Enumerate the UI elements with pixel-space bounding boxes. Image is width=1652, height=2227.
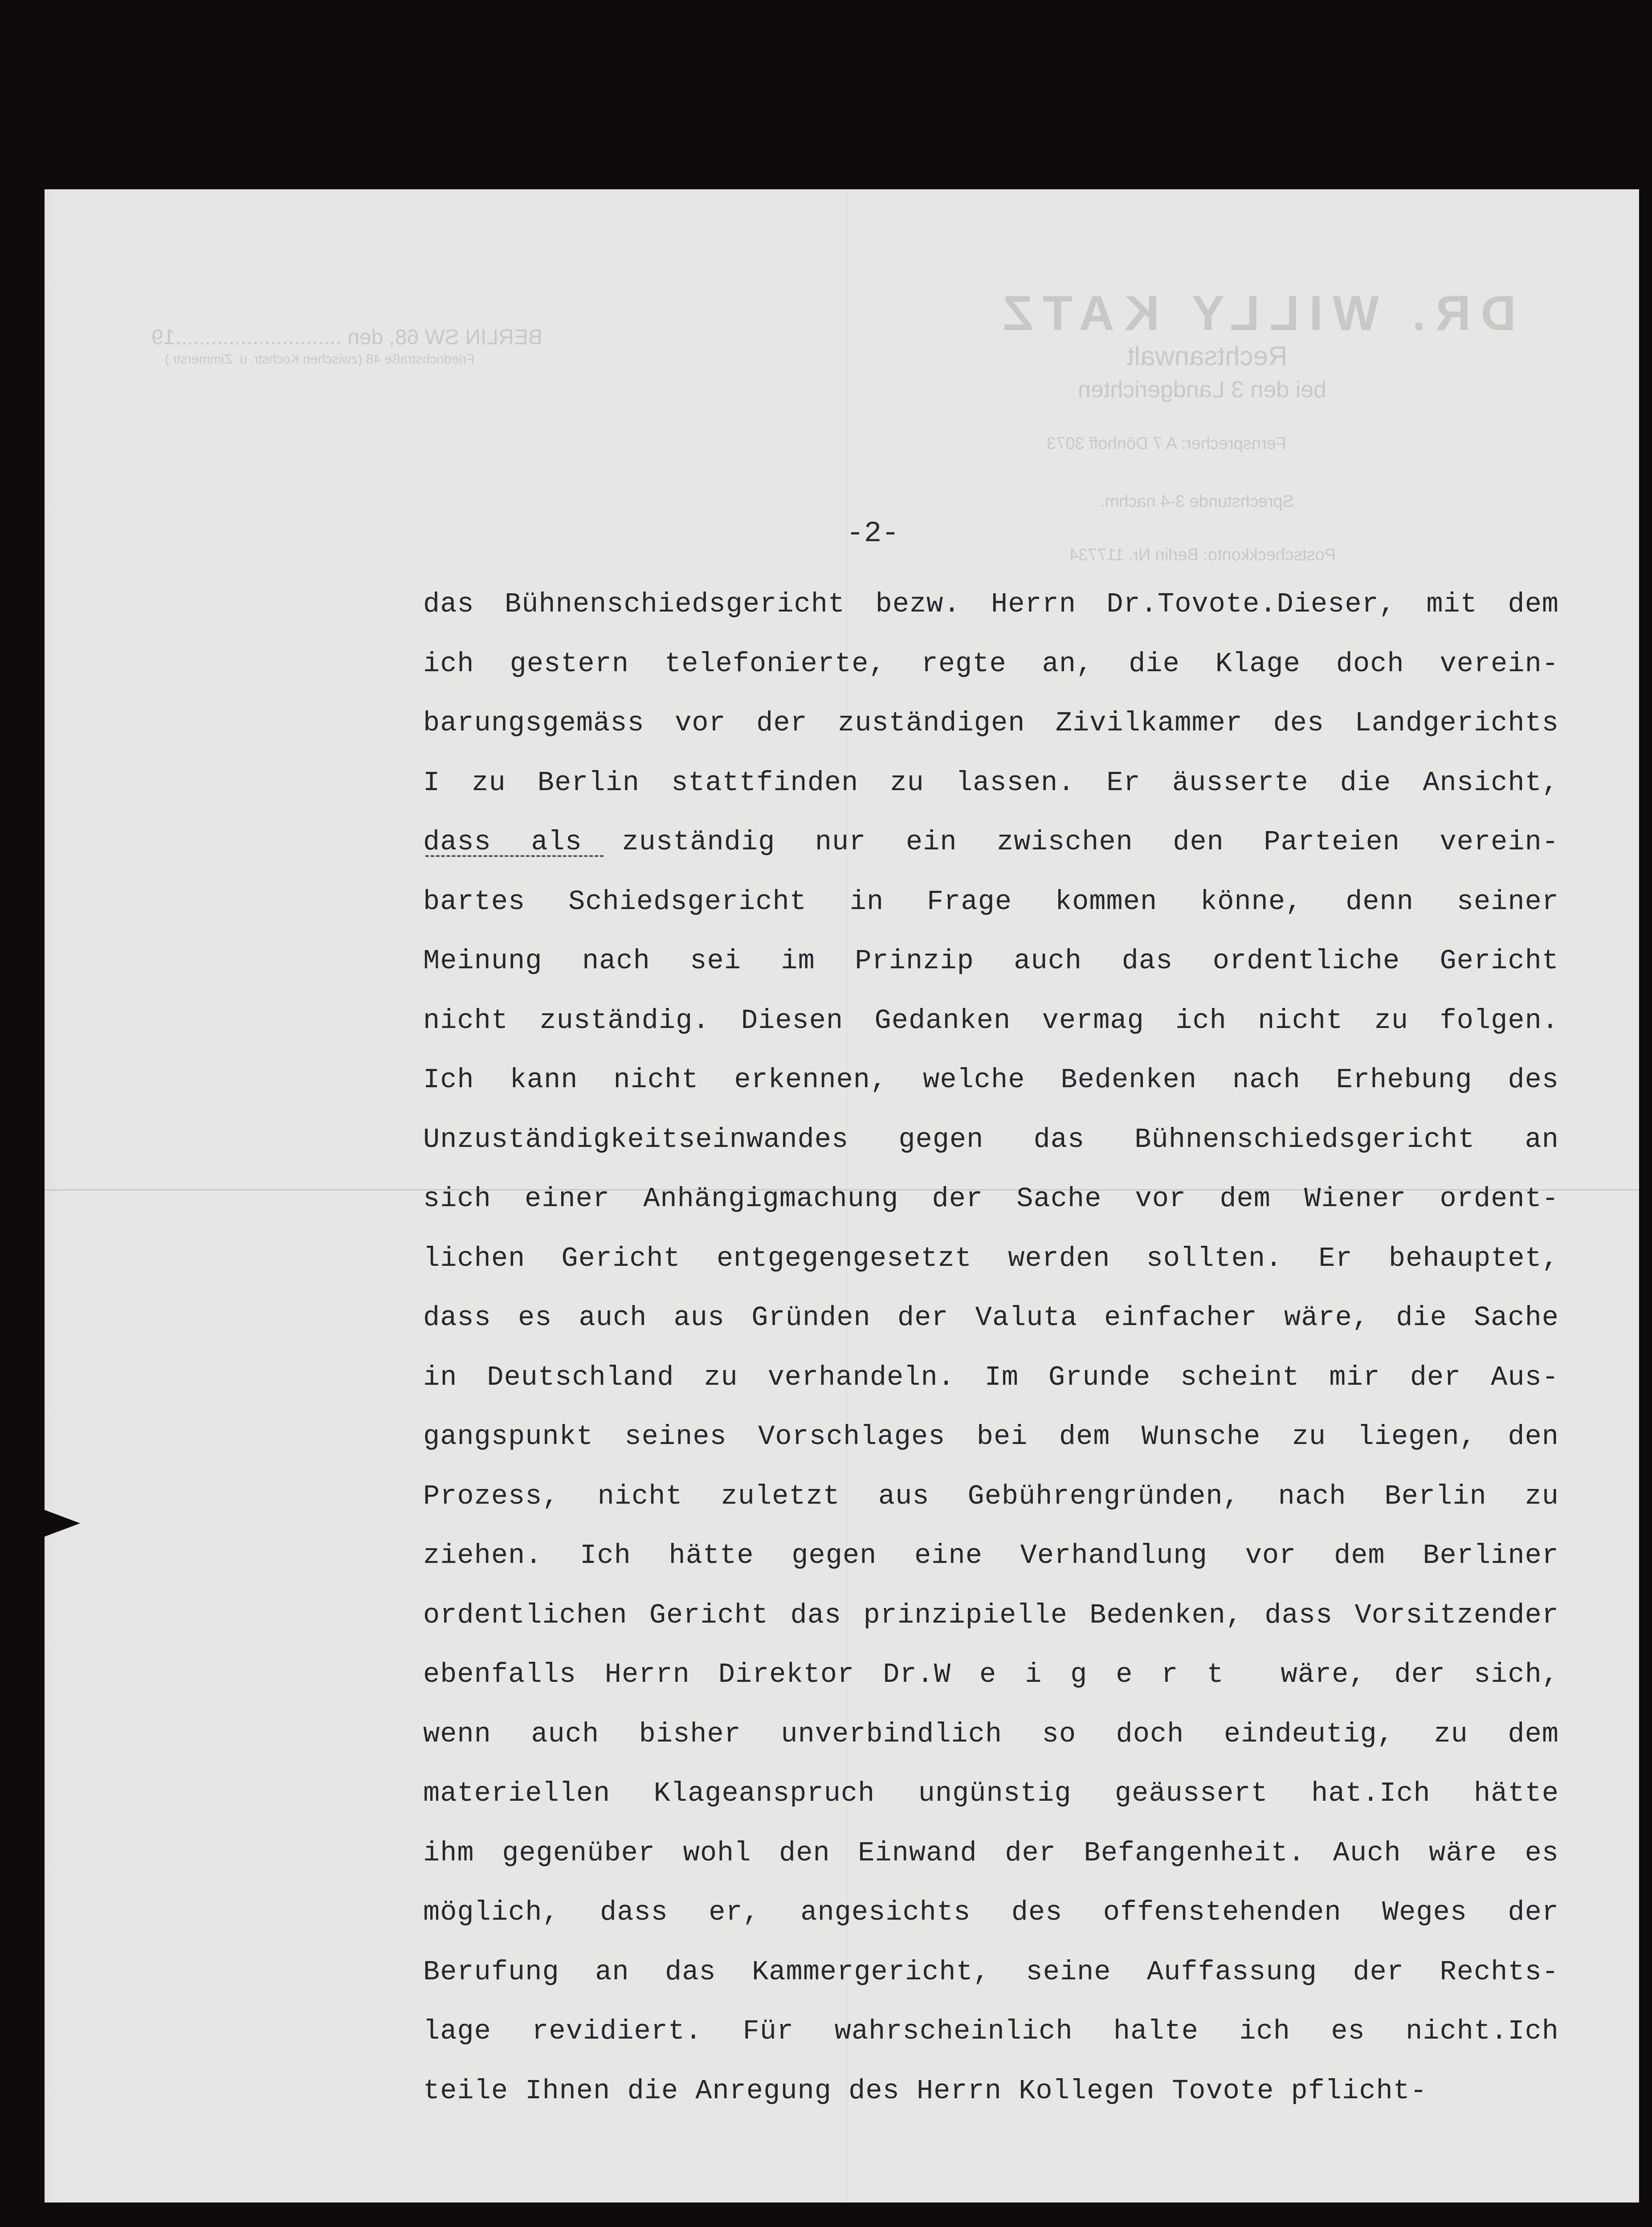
body-line: ebenfalls Herrn Direktor Dr.W e i g e r t wäre, der sich, xyxy=(423,1659,1559,1690)
letterhead-court: bei den 3 Landgerichten xyxy=(1078,377,1327,403)
body-line: gangspunkt seines Vorschlages bei dem Wunsche zu liegen, den xyxy=(423,1421,1559,1452)
body-line: materiellen Klageanspruch ungünstig geäussert hat.Ich hätte xyxy=(423,1778,1559,1809)
letterhead-postal: Postscheckkonto: Berlin Nr. 117734 xyxy=(1069,546,1336,564)
letterhead-phone: Fernsprecher: A 7 Dönhoff 3073 xyxy=(1047,434,1286,453)
body-line: dass es auch aus Gründen der Valuta einfacher wäre, die Sache xyxy=(423,1302,1559,1334)
body-line: lage revidiert. Für wahrscheinlich halte ich es nicht.Ich xyxy=(423,2015,1559,2047)
letter-body xyxy=(423,575,1559,2121)
body-line: das Bühnenschiedsgericht bezw. Herrn Dr.Tovote.Dieser, mit dem xyxy=(423,588,1559,620)
body-line: I zu Berlin stattfinden zu lassen. Er äusserte die Ansicht, xyxy=(423,767,1559,799)
body-line: Prozess, nicht zuletzt aus Gebührengründen, nach Berlin zu xyxy=(423,1480,1559,1512)
body-line: Unzuständigkeitseinwandes gegen das Bühnenschiedsgericht an xyxy=(423,1123,1559,1155)
page-number: -2- xyxy=(846,517,899,550)
body-line: dass als zuständig nur ein zwischen den Parteien verein- xyxy=(423,826,1559,858)
letterhead-name: DR. WILLY KATZ xyxy=(993,286,1516,341)
letterhead-city: BERLIN SW 68, den ............................19 xyxy=(151,326,543,349)
body-line: ordentlichen Gericht das prinzipielle Bedenken, dass Vorsitzender xyxy=(423,1599,1559,1631)
letterhead-hours: Sprechstunde 3-4 nachm. xyxy=(1100,492,1294,511)
letterhead-title: Rechtsanwalt xyxy=(1127,341,1288,371)
body-line: sich einer Anhängigmachung der Sache vor dem Wiener ordent- xyxy=(423,1183,1559,1215)
body-line: Berufung an das Kammergericht, seine Auffassung der Rechts- xyxy=(423,1956,1559,1988)
body-line: lichen Gericht entgegengesetzt werden sollten. Er behauptet, xyxy=(423,1242,1559,1274)
body-line: barungsgemäss vor der zuständigen Zivilkammer des Landgerichts xyxy=(423,707,1559,739)
body-line: wenn auch bisher unverbindlich so doch eindeutig, zu dem xyxy=(423,1718,1559,1750)
letterhead-address: Friedrichstraße 48 (zwischen Kochstr. u. Zimmerstr.) xyxy=(165,352,475,367)
body-line: Meinung nach sei im Prinzip auch das ordentliche Gericht xyxy=(423,945,1559,977)
body-line: bartes Schiedsgericht in Frage kommen könne, denn seiner xyxy=(423,885,1559,918)
body-line: möglich, dass er, angesichts des offenstehenden Weges der xyxy=(423,1897,1559,1928)
body-line: ihm gegenüber wohl den Einwand der Befangenheit. Auch wäre es xyxy=(423,1837,1559,1869)
body-line: teile Ihnen die Anregung des Herrn Kollegen Tovote pflicht- xyxy=(423,2075,1428,2107)
body-line: nicht zuständig. Diesen Gedanken vermag ich nicht zu folgen. xyxy=(423,1004,1559,1036)
body-line: in Deutschland zu verhandeln. Im Grunde scheint mir der Aus- xyxy=(423,1361,1559,1393)
paper-tear xyxy=(45,1510,80,1537)
body-line: ich gestern telefonierte, regte an, die Klage doch verein- xyxy=(423,648,1559,680)
body-line: ziehen. Ich hätte gegen eine Verhandlung vor dem Berliner xyxy=(423,1540,1559,1571)
body-line: Ich kann nicht erkennen, welche Bedenken nach Erhebung des xyxy=(423,1064,1559,1096)
